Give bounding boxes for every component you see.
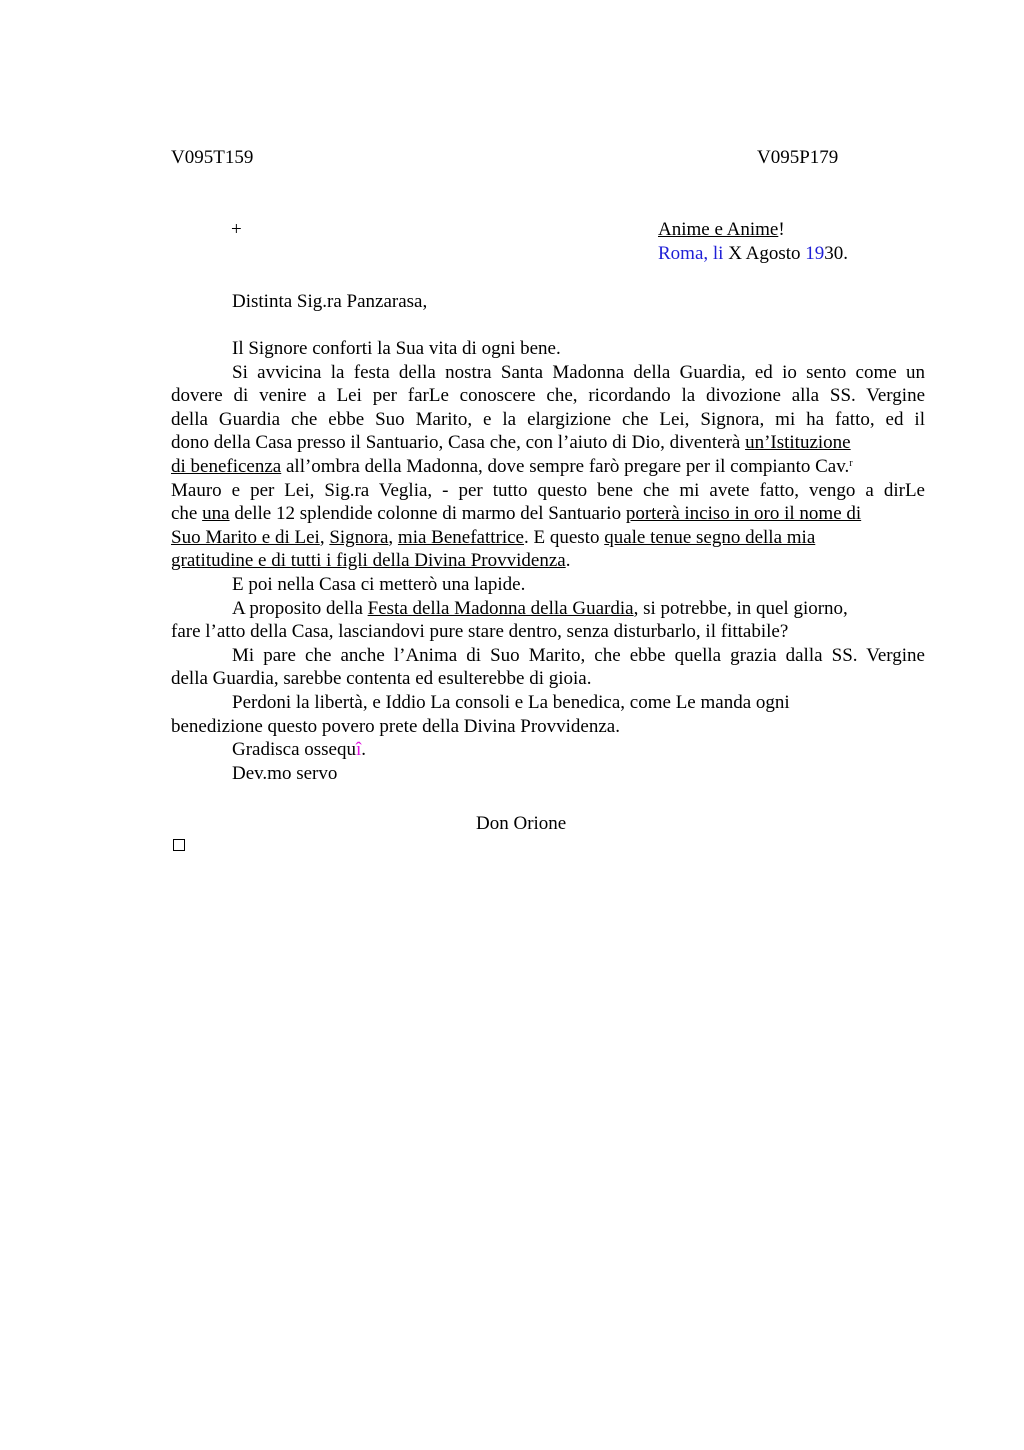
year-blue: 19 [805, 243, 825, 264]
salutation: Distinta Sig.ra Panzarasa, [232, 291, 428, 312]
body-text: che [171, 503, 203, 525]
body-text: . [361, 739, 367, 761]
underlined-phrase: Signora [329, 526, 389, 548]
body-line: Dev.mo servo [232, 762, 338, 784]
body-text: , [319, 526, 330, 548]
body-line [171, 502, 925, 526]
body-line: Si avvicina la festa della nostra Santa Madonna della Guardia, ed io sento come un [232, 361, 925, 383]
underlined-phrase: gratitudine e di tutti i figli della Divina Provvidenza [171, 550, 566, 572]
body-text: , [388, 526, 398, 548]
checkbox-square-icon [173, 839, 185, 851]
body-text: dono della Casa presso il Santuario, Casa che, con l’aiuto di Dio, diventerà [171, 432, 746, 454]
magenta-char: î [356, 739, 362, 761]
underlined-phrase: Festa della Madonna della Guardia [367, 597, 634, 619]
body-text: Gradisca ossequ [232, 739, 356, 761]
document-code-left: V095T159 [171, 147, 254, 168]
body-line: Perdoni la libertà, e Iddio La consoli e La benedica, come Le manda ogni [232, 691, 790, 713]
body-text: A proposito della [232, 597, 368, 619]
body-line: dovere di venire a Lei per farLe conoscere che, ricordando la divozione alla SS. Vergine [171, 385, 925, 407]
body-line [171, 431, 925, 455]
body-line: Mi pare che anche l’Anima di Suo Marito, che ebbe quella grazia dalla SS. Vergine [232, 644, 925, 666]
body-line [171, 549, 925, 573]
cross-mark: + [231, 219, 242, 240]
body-line: della Guardia, sarebbe contenta ed esulterebbe di gioia. [171, 668, 592, 690]
body-line: Il Signore conforti la Sua vita di ogni bene. [232, 338, 561, 359]
signature: Don Orione [476, 813, 567, 834]
body-text: all’ombra della Madonna, dove sempre farò pregare per il compianto Cav. [281, 455, 850, 477]
underlined-phrase: un’Istituzione [745, 432, 851, 454]
letter-body [171, 337, 925, 785]
underlined-phrase: Suo Marito e di Lei [171, 526, 320, 548]
place-date [658, 242, 848, 266]
underlined-phrase: di beneficenza [171, 455, 282, 477]
document-code-right: V095P179 [757, 147, 839, 168]
place-prefix: Roma, li [658, 243, 724, 264]
date-mid: X Agosto [723, 243, 806, 264]
motto-underlined: Anime e Anime [658, 219, 779, 240]
body-text: . [565, 550, 571, 572]
motto-end: ! [778, 219, 785, 240]
body-line [171, 597, 925, 621]
body-line [171, 526, 925, 550]
body-line: E poi nella Casa ci metterò una lapide. [232, 573, 526, 595]
body-line: della Guardia che ebbe Suo Marito, e la elargizione che Lei, Signora, mi ha fatto, ed il [171, 408, 925, 430]
body-text: delle 12 splendide colonne di marmo del Santuario [229, 503, 626, 525]
body-line [171, 455, 925, 479]
body-line: benedizione questo povero prete della Divina Provvidenza. [171, 715, 620, 737]
motto [658, 218, 785, 242]
body-text: , si potrebbe, in quel giorno, [633, 597, 848, 619]
superscript: r [849, 457, 853, 469]
underlined-phrase: quale tenue segno della mia [604, 526, 816, 548]
body-text: . E questo [524, 526, 605, 548]
underlined-phrase: porterà inciso in oro il nome di [625, 503, 862, 525]
year-end: 30. [824, 243, 849, 264]
underlined-phrase: una [202, 503, 230, 525]
body-line: fare l’atto della Casa, lasciandovi pure stare dentro, senza disturbarlo, il fittabile? [171, 621, 789, 643]
body-line [171, 738, 925, 762]
body-line: Mauro e per Lei, Sig.ra Veglia, - per tutto questo bene che mi avete fatto, vengo a dirLe [171, 479, 925, 501]
underlined-phrase: mia Benefattrice [397, 526, 524, 548]
